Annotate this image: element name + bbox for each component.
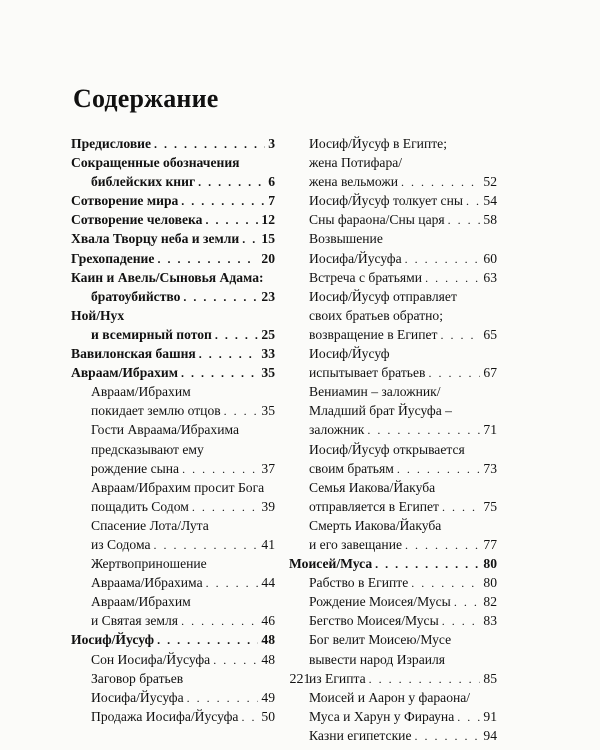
dot-leader — [428, 364, 480, 383]
toc-entry-title: Сокращенные обозначения — [71, 155, 240, 171]
toc-entry — [289, 306, 497, 325]
toc-entry-title: Моисей/Муса — [289, 556, 373, 572]
toc-entry — [71, 611, 275, 630]
toc-entry-page: 23 — [261, 288, 275, 304]
dot-leader — [405, 536, 480, 555]
toc-entry — [71, 573, 275, 592]
dot-leader — [198, 173, 265, 192]
toc-entry — [71, 153, 275, 172]
toc-entry-title: Каин и Авель/Сыновья Адама: — [71, 269, 264, 285]
toc-entry-page: 48 — [261, 651, 275, 667]
dot-leader — [199, 345, 259, 364]
dot-leader — [181, 192, 265, 211]
toc-entry — [71, 650, 275, 669]
toc-entry — [71, 249, 275, 268]
toc-entry — [289, 497, 497, 516]
toc-entry-title: Иосиф/Йусуф — [71, 632, 155, 648]
toc-entry — [289, 592, 497, 611]
dot-leader — [206, 574, 259, 593]
toc-entry — [289, 382, 497, 401]
toc-entry-title: библейских книг — [91, 174, 196, 190]
dot-leader — [367, 421, 480, 440]
toc-entry-page: 37 — [261, 460, 275, 476]
toc-entry-page: 83 — [483, 613, 497, 629]
toc-entry-title: Сон Иосифа/Йусуфа — [91, 651, 211, 667]
toc-entry-page: 77 — [483, 536, 497, 552]
toc-column-left — [71, 134, 275, 726]
toc-entry-page: 67 — [483, 365, 497, 381]
toc-entry — [71, 478, 275, 497]
toc-entry-title: Иосиф/Йусуф толкует сны — [309, 193, 463, 209]
toc-entry — [289, 229, 497, 248]
toc-entry-title: своим братьям — [309, 460, 394, 476]
toc-entry-title: Смерть Иакова/Йакуба — [309, 517, 442, 533]
toc-entry-title: из Египта — [309, 670, 366, 686]
toc-entry — [289, 630, 497, 649]
toc-entry-title: Заговор братьев — [91, 670, 184, 686]
toc-entry-title: Казни египетские — [309, 727, 412, 743]
toc-entry-title: Вениамин – заложник/ — [309, 384, 441, 400]
toc-entry-page: 25 — [261, 326, 275, 342]
toc-entry-title: Авраам/Ибрахим — [91, 594, 191, 610]
toc-entry-title: пощадить Содом — [91, 498, 189, 514]
toc-entry — [289, 268, 497, 287]
toc-entry-title: и Святая земля — [91, 613, 179, 629]
toc-entry-title: из Содома — [91, 536, 151, 552]
toc-entry-title: Рождение Моисея/Мусы — [309, 594, 451, 610]
toc-entry-page: 49 — [261, 689, 275, 705]
toc-entry — [71, 630, 275, 649]
toc-entry-page: 50 — [261, 708, 275, 724]
toc-entry-title: жена вельможи — [309, 174, 399, 190]
toc-entry — [71, 325, 275, 344]
toc-entry — [71, 688, 275, 707]
dot-leader — [181, 364, 258, 383]
toc-entry-title: Бог велит Моисею/Мусе — [309, 632, 452, 648]
toc-entry-title: Сотворение мира — [71, 193, 179, 209]
toc-entry-title: Иосиф/Йусуф отправляет — [309, 288, 457, 304]
toc-entry-page: 46 — [261, 613, 275, 629]
toc-entry — [71, 459, 275, 478]
toc-entry-page: 85 — [483, 670, 497, 686]
toc-entry-title: Грехопадение — [71, 250, 155, 266]
toc-entry-title: Возвышение — [309, 231, 383, 247]
dot-leader — [414, 727, 480, 746]
toc-entry — [71, 287, 275, 306]
dot-leader — [215, 326, 259, 345]
toc-entry-title: Семья Иакова/Йакуба — [309, 479, 436, 495]
toc-entry — [289, 478, 497, 497]
toc-entry — [71, 344, 275, 363]
toc-entry-page: 80 — [483, 575, 497, 591]
toc-entry — [289, 688, 497, 707]
toc-entry-page: 91 — [483, 708, 497, 724]
toc-entry-title: Рабство в Египте — [309, 575, 409, 591]
toc-entry-title: отправляется в Египет — [309, 498, 439, 514]
dot-leader — [397, 460, 481, 479]
toc-entry-page: 12 — [261, 212, 275, 228]
toc-entry — [289, 726, 497, 745]
toc-entry-title: Сотворение человека — [71, 212, 203, 228]
toc-entry-page: 82 — [483, 594, 497, 610]
toc-entry-title: Гости Авраама/Ибрахима — [91, 422, 240, 438]
page-number: 221 — [289, 672, 311, 687]
toc-entry — [289, 611, 497, 630]
toc-entry-title: жена Потифара/ — [309, 155, 403, 171]
dot-leader — [401, 173, 480, 192]
toc-entry — [71, 306, 275, 325]
dot-leader — [157, 631, 258, 650]
toc-entry-page: 35 — [261, 403, 275, 419]
toc-entry — [289, 440, 497, 459]
dot-leader — [182, 460, 258, 479]
toc-entry — [71, 229, 275, 248]
toc-entry — [289, 191, 497, 210]
toc-entry-page: 80 — [483, 556, 497, 572]
toc-entry-title: Бегство Моисея/Мусы — [309, 613, 439, 629]
toc-entry-page: 54 — [483, 193, 497, 209]
toc-entry — [289, 535, 497, 554]
toc-entry-page: 60 — [483, 250, 497, 266]
toc-entry — [71, 497, 275, 516]
toc-entry — [289, 172, 497, 191]
toc-entry-title: Муса и Харун у Фирауна — [309, 708, 455, 724]
toc-entry — [71, 535, 275, 554]
toc-entry-page: 58 — [483, 212, 497, 228]
toc-entry-page: 7 — [268, 193, 275, 209]
dot-leader — [224, 402, 259, 421]
dot-leader — [183, 288, 258, 307]
dot-leader — [157, 250, 258, 269]
dot-leader — [405, 250, 481, 269]
dot-leader — [442, 498, 480, 517]
toc-entry — [289, 573, 497, 592]
toc-entry — [289, 401, 497, 420]
toc-column-right — [289, 134, 497, 745]
toc-entry-title: испытывает братьев — [309, 365, 426, 381]
toc-entry — [289, 325, 497, 344]
dot-leader — [457, 708, 480, 727]
toc-entry-page: 65 — [483, 326, 497, 342]
dot-leader — [192, 498, 259, 517]
toc-entry-title: рождение сына — [91, 460, 180, 476]
toc-entry-page: 3 — [268, 136, 275, 151]
toc-entry-title: братоубийство — [91, 288, 181, 304]
toc-entry — [71, 134, 275, 153]
toc-entry — [71, 707, 275, 726]
toc-entry-title: Авраам/Ибрахим просит Бога — [91, 479, 265, 495]
dot-leader — [466, 192, 480, 211]
toc-entry-page: 71 — [483, 422, 497, 438]
toc-entry-title: и его завещание — [309, 536, 402, 552]
toc-entry-page: 33 — [261, 346, 275, 362]
toc-entry — [289, 363, 497, 382]
dot-leader — [213, 651, 258, 670]
dot-leader — [154, 536, 259, 555]
toc-entry-title: Младший брат Йусуфа – — [309, 403, 452, 419]
dot-leader — [375, 555, 480, 574]
toc-entry-title: Иосиф/Йусуф — [309, 346, 390, 362]
toc-entry-title: Предисловие — [71, 136, 152, 151]
toc-entry-page: 41 — [261, 536, 275, 552]
toc-entry — [71, 210, 275, 229]
toc-entry-title: предсказывают ему — [91, 441, 204, 457]
toc-entry — [289, 210, 497, 229]
toc-entry — [71, 516, 275, 535]
dot-leader — [425, 269, 480, 288]
toc-entry-page: 39 — [261, 498, 275, 514]
toc-entry-title: возвращение в Египет — [309, 326, 438, 342]
dot-leader — [154, 135, 265, 154]
toc-entry — [289, 420, 497, 439]
toc-entry-page: 63 — [483, 269, 497, 285]
toc-entry — [71, 191, 275, 210]
toc-entry-page: 52 — [483, 174, 497, 190]
dot-leader — [187, 689, 259, 708]
dot-leader — [411, 574, 480, 593]
toc-entry-page: 15 — [261, 231, 275, 247]
page-title: Содержание — [73, 84, 219, 113]
toc-entry-title: Жертвоприношение — [91, 556, 207, 572]
toc-entry — [71, 363, 275, 382]
toc-entry — [71, 420, 275, 439]
dot-leader — [448, 211, 481, 230]
toc-entry — [289, 344, 497, 363]
toc-entry-page: 75 — [483, 498, 497, 514]
toc-entry-page: 44 — [261, 575, 275, 591]
toc-entry-title: Авраам/Ибрахим — [71, 365, 178, 381]
toc-entry — [289, 134, 497, 153]
dot-leader — [241, 708, 258, 727]
toc-entry-title: Вавилонская башня — [71, 346, 196, 362]
toc-entry-title: Моисей и Аарон у фараона/ — [309, 689, 471, 705]
toc-entry-title: Продажа Иосифа/Йусуфа — [91, 708, 239, 724]
dot-leader — [205, 211, 258, 230]
toc-entry-title: Иосиф/Йусуф в Египте; — [309, 136, 447, 151]
toc-entry-page: 35 — [261, 365, 275, 381]
toc-entry-page: 73 — [483, 460, 497, 476]
toc-entry — [289, 516, 497, 535]
dot-leader — [454, 593, 481, 612]
toc-entry-title: покидает землю отцов — [91, 403, 221, 419]
toc-entry-title: Авраам/Ибрахим — [91, 384, 191, 400]
toc-entry-page: 6 — [268, 174, 275, 190]
toc-entry-page: 48 — [261, 632, 275, 648]
toc-entry — [289, 650, 497, 669]
toc-entry-title: Встреча с братьями — [309, 269, 423, 285]
toc-entry-title: Спасение Лота/Лута — [91, 517, 209, 533]
toc-entry-title: Сны фараона/Сны царя — [309, 212, 445, 228]
toc-entry — [71, 440, 275, 459]
toc-entry — [289, 707, 497, 726]
dot-leader — [442, 612, 481, 631]
toc-entry — [71, 554, 275, 573]
toc-entry — [71, 592, 275, 611]
toc-entry — [289, 249, 497, 268]
toc-entry-page: 94 — [483, 727, 497, 743]
dot-leader — [181, 612, 258, 631]
toc-entry — [71, 172, 275, 191]
toc-entry-title: Иосифа/Йусуфа — [309, 250, 402, 266]
toc-entry — [71, 401, 275, 420]
toc-entry-title: Хвала Творцу неба и земли — [71, 231, 240, 247]
toc-entry — [71, 268, 275, 287]
toc-entry-title: заложник — [309, 422, 365, 438]
toc-entry-title: Иосифа/Йусуфа — [91, 689, 184, 705]
toc-entry-title: и всемирный потоп — [91, 326, 212, 342]
toc-entry-title: Авраама/Ибрахима — [91, 575, 203, 591]
toc-entry — [289, 287, 497, 306]
toc-entry-title: своих братьев обратно; — [309, 307, 443, 323]
toc-entry — [289, 554, 497, 573]
toc-entry-title: Ной/Нух — [71, 307, 125, 323]
dot-leader — [242, 230, 258, 249]
toc-entry — [71, 382, 275, 401]
toc-entry-title: Иосиф/Йусуф открывается — [309, 441, 465, 457]
toc-entry-title: вывести народ Израиля — [309, 651, 446, 667]
toc-entry — [289, 153, 497, 172]
toc-entry-page: 20 — [261, 250, 275, 266]
dot-leader — [440, 326, 480, 345]
toc-entry — [289, 459, 497, 478]
